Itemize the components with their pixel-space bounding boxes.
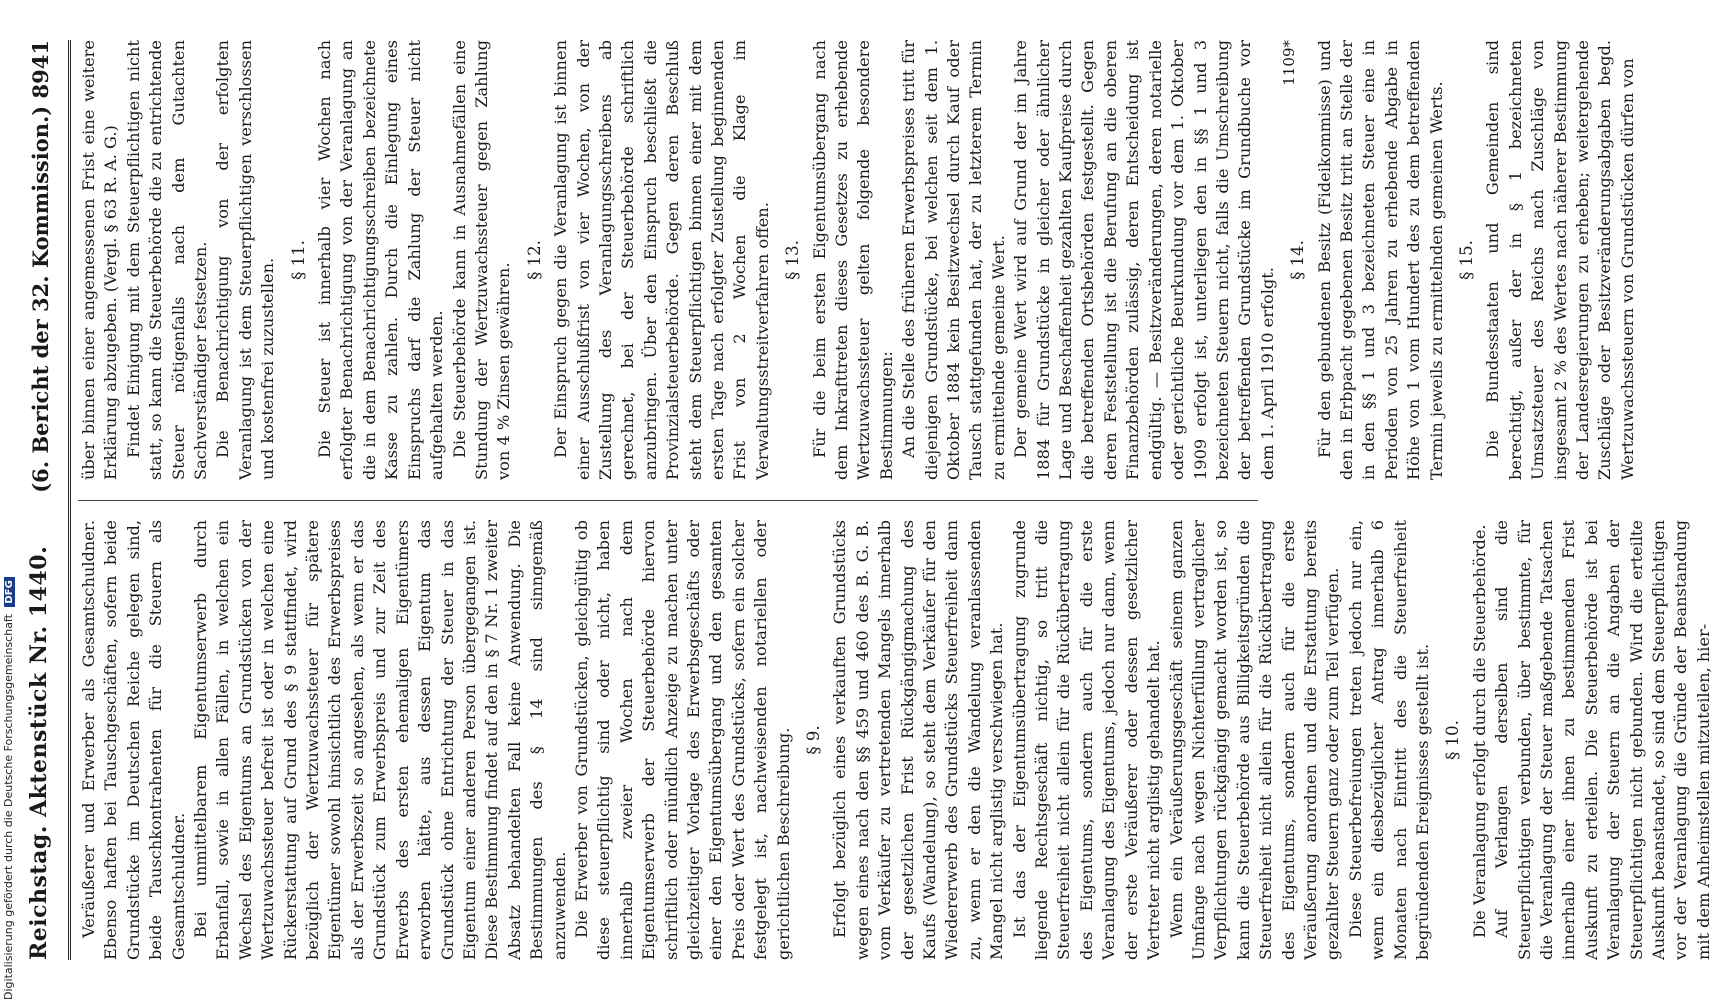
paragraph: Die Benachrichtigung von der erfolgten Veranlagung ist dem Steuerpflichtigen verschlossen und kostenfrei zuzustellen.	[213, 40, 278, 480]
paragraph: Die Erwerber von Grundstücken, gleichgültig ob diese steuerpflichtig sind oder nicht, haben innerhalb zweier Wochen nach dem Eigentumserwerb der Steuerbehörde hiervon schriftlich oder mündlich Anzeige zu machen unter gleichzeitiger Vorlage des Erwerbsgeschäfts oder einer den Eigentumsübergang und den gesamten Preis oder Wert des Grundstücks, sofern ein solcher festgelegt ist, nachweisenden notariellen oder gerichtlichen Beschreibung.	[571, 520, 793, 960]
section-heading: § 15.	[1456, 240, 1476, 280]
digitization-note	[2, 0, 22, 1000]
section-heading: § 10.	[1443, 720, 1463, 760]
paragraph: Die Bundesstaaten und Gemeinden sind berechtigt, außer der in § 1 bezeichneten Umsatzsteuer des Reichs nach Zuschläge von insgesamt 2 % des Wertes nach näherer Bestimmung der Landesregierungen zu erheben; weitergehende Zuschläge oder Besitzveränderungsabgaben begd. Wertzuwachssteuern von Grundstücken dürfen von	[1483, 40, 1637, 480]
paragraph: Der Einspruch gegen die Veranlagung ist binnen einer Ausschlußfrist von vier Wochen, von der Zustellung des Veranlagungsschreibens ab gerechnet, bei der Steuerbehörde schriftlich anzubringen. Über den Einspruch beschließt die Provinzialsteuerbehörde. Gegen deren Beschluß steht dem Steuerpflichtigen binnen einer mit dem ersten Tage nach erfolgter Zustellung beginnenden Frist von 2 Wochen die Klage im Verwaltungsstreitverfahren offen.	[551, 40, 772, 480]
page-header	[20, 40, 71, 960]
paragraph: Die Steuerbehörde kann in Ausnahmefällen eine Stundung der Wertzuwachssteuer gegen Zahlung von 4 % Zinsen gewähren.	[449, 40, 514, 480]
paragraph: Ist das der Eigentumsübertragung zugrunde liegende Rechtsgeschäft nichtig, so tritt die Steuerfreiheit nicht allein für die Rückübertragung des Eigentums, sondern auch für die erste Veranlagung des Eigentums, jedoch nur dann, wenn der erste Veräußerer oder dessen gesetzlicher Vertreter nicht arglistig gehandelt hat.	[1009, 520, 1164, 960]
right-column	[78, 40, 1639, 480]
section-heading: § 12.	[524, 240, 544, 280]
paragraph: Die Veranlagung erfolgt durch die Steuerbehörde.	[1469, 524, 1489, 938]
paragraph: Für die beim ersten Eigentumsübergang nach dem Inkrafttreten dieses Gesetzes zu erhebende Wertzuwachssteuer gelten folgende besondere Bestimmungen:	[809, 40, 896, 480]
paragraph: Veräußerer und Erwerber als Gesamtschuldner. Ebenso haften bei Tauschgeschäften, sofern beide Grundstücke im Deutschen Reiche gelegen sind, beide Tauschkontrahenten für die Steuern als Gesamtschuldner.	[79, 520, 188, 960]
paragraph: Auf Verlangen derselben sind die Steuerpflichtigen verbunden, über bestimmte, für die Veranlagung der Steuer maßgebende Tatsachen innerhalb einer ihnen zu bestimmenden Frist Auskunft zu erteilen. Die Steuerbehörde ist bei Veranlagung der Steuern an die Angaben der Steuerpflichtigen nicht gebunden. Wird die erteilte Auskunft beanstandet, so sind dem Steuerpflichtigen vor der Veranlagung die Gründe der Beanstandung mit dem Anheimstellen mitzuteilen, hier-	[1492, 520, 1713, 960]
section-heading: § 11.	[288, 240, 308, 280]
paragraph: Wenn ein Veräußerungsgeschäft seinem ganzen Umfange nach wegen Nichterfüllung vertraglicher Verpflichtungen rückgängig gemacht worden ist, so kann die Steuerbehörde aus Billigkeitsgründen die Steuerfreiheit nicht allein für die Rückübertragung des Eigentums, sondern auch für die erste Veräußerung anordnen und die Erstattung bereits gezahlter Steuern ganz oder zum Teil verfügen.	[1166, 520, 1343, 960]
section-heading: § 13.	[783, 240, 803, 280]
header-report: (6. Bericht der 32. Kommission.) 8941	[28, 40, 53, 493]
paragraph: An die Stelle des früheren Erwerbspreises tritt für diejenigen Grundstücke, bei welchen seit dem 1. Oktober 1884 kein Besitzwechsel durch Kauf oder Tausch stattgefunden hat, der zu letzterem Termin zu ermittelnde gemeine Wert.	[899, 40, 1008, 480]
page-reference: 1109*	[1280, 40, 1298, 86]
paragraph: Die Steuer ist innerhalb vier Wochen nach erfolgter Benachrichtigung von der Veranlagung an die in dem Benachrichtigungsschreiben bezeichnete Kasse zu zahlen. Durch die Einlegung eines Einspruchs darf die Zahlung der Steuer nicht aufgehalten werden.	[315, 40, 447, 480]
dfg-logo-icon: DFG	[4, 577, 15, 606]
left-column	[78, 520, 1715, 960]
column-divider	[78, 500, 1258, 501]
paragraph: Diese Steuerbefreiungen treten jedoch nur ein, wenn ein diesbezüglicher Antrag innerhalb 6 Monaten nach Eintritt des die Steuerfreiheit begründenden Ereignisses gestellt ist.	[1345, 520, 1432, 960]
paragraph: über binnen einer angemessenen Frist eine weitere Erklärung abzugeben. (Vergl. § 63 R. A. G.)	[79, 40, 121, 480]
paragraph: Bei unmittelbarem Eigentumserwerb durch Erbanfall, sowie in allen Fällen, in welchen ein Wechsel des Eigentums an Grundstücken von der Wertzuwachssteuer befreit ist oder in welchen eine Rückerstattung auf Grund des § 9 stattfindet, wird bezüglich der Wertzuwachssteuer für spätere Eigentümer sowohl hinsichtlich des Erwerbspreises als der Erwerbszeit so angesehen, als wenn er das Grundstück zum Erwerbspreis und zur Zeit des Erwerbs des ersten ehemaligen Eigentümers erworben hätte, aus dessen Eigentum das Grundstück ohne Entrichtung der Steuer in das Eigentum einer anderen Person übergegangen ist. Diese Bestimmung findet auf den in § 7 Nr. 1 zweiter Absatz behandelten Fall keine Anwendung. Die Bestimmungen des § 14 sind sinngemäß anzuwenden.	[191, 520, 569, 960]
paragraph: Erfolgt bezüglich eines verkauften Grundstücks wegen eines nach den §§ 459 und 460 des B. G. B. vom Verkäufer zu vertretenden Mangels innerhalb der gesetzlichen Frist Rückgängigmachung des Kaufs (Wandelung), so steht dem Verkäufer für den Wiedererwerb des Grundstücks Steuerfreiheit dann zu, wenn er den die Wandelung veranlassenden Mangel nicht arglistig verschwiegen hat.	[830, 520, 1007, 960]
paragraph: Der gemeine Wert wird auf Grund der im Jahre 1884 für Grundstücke in gleicher oder ähnlicher Lage und Beschaffenheit gezahlten Kaufpreise durch die betreffenden Ortsbehörden festgestellt. Gegen deren Feststellung ist die Berufung an die oberen Finanzbehörden zulässig, deren Entscheidung ist endgültig. — Besitzveränderungen, deren notarielle oder gerichtliche Beurkundung vor dem 1. Oktober 1909 erfolgt ist, unterliegen den in §§ 1 und 3 bezeichneten Steuern nicht, falls die Umschreibung der betreffenden Grundstücke im Grundbuche vor dem 1. April 1910 erfolgt.	[1011, 40, 1277, 480]
header-title: Reichstag. Aktenstück Nr. 1440.	[26, 545, 52, 960]
paragraph: Für den gebundenen Besitz (Fideikommisse) und den in Erbpacht gegebenen Besitz tritt an Stelle der in den §§ 1 und 3 bezeichneten Steuer eine in Perioden von 25 Jahren zu erhebende Abgabe in Höhe von 1 vom Hundert des zu dem betreffenden Termin jeweils zu ermittelnden gemeinen Werts.	[1314, 40, 1446, 480]
section-heading: § 9.	[804, 725, 823, 755]
paragraph: Findet Einigung mit dem Steuerpflichtigen nicht statt, so kann die Steuerbehörde die zu entrichtende Steuer nötigenfalls nach dem Gutachten Sachverständiger festsetzen.	[123, 40, 211, 480]
digitization-text: Digitalisierung gefördert durch die Deutsche Forschungsgemeinschaft	[2, 614, 15, 1000]
section-heading: § 14.	[1288, 240, 1308, 280]
